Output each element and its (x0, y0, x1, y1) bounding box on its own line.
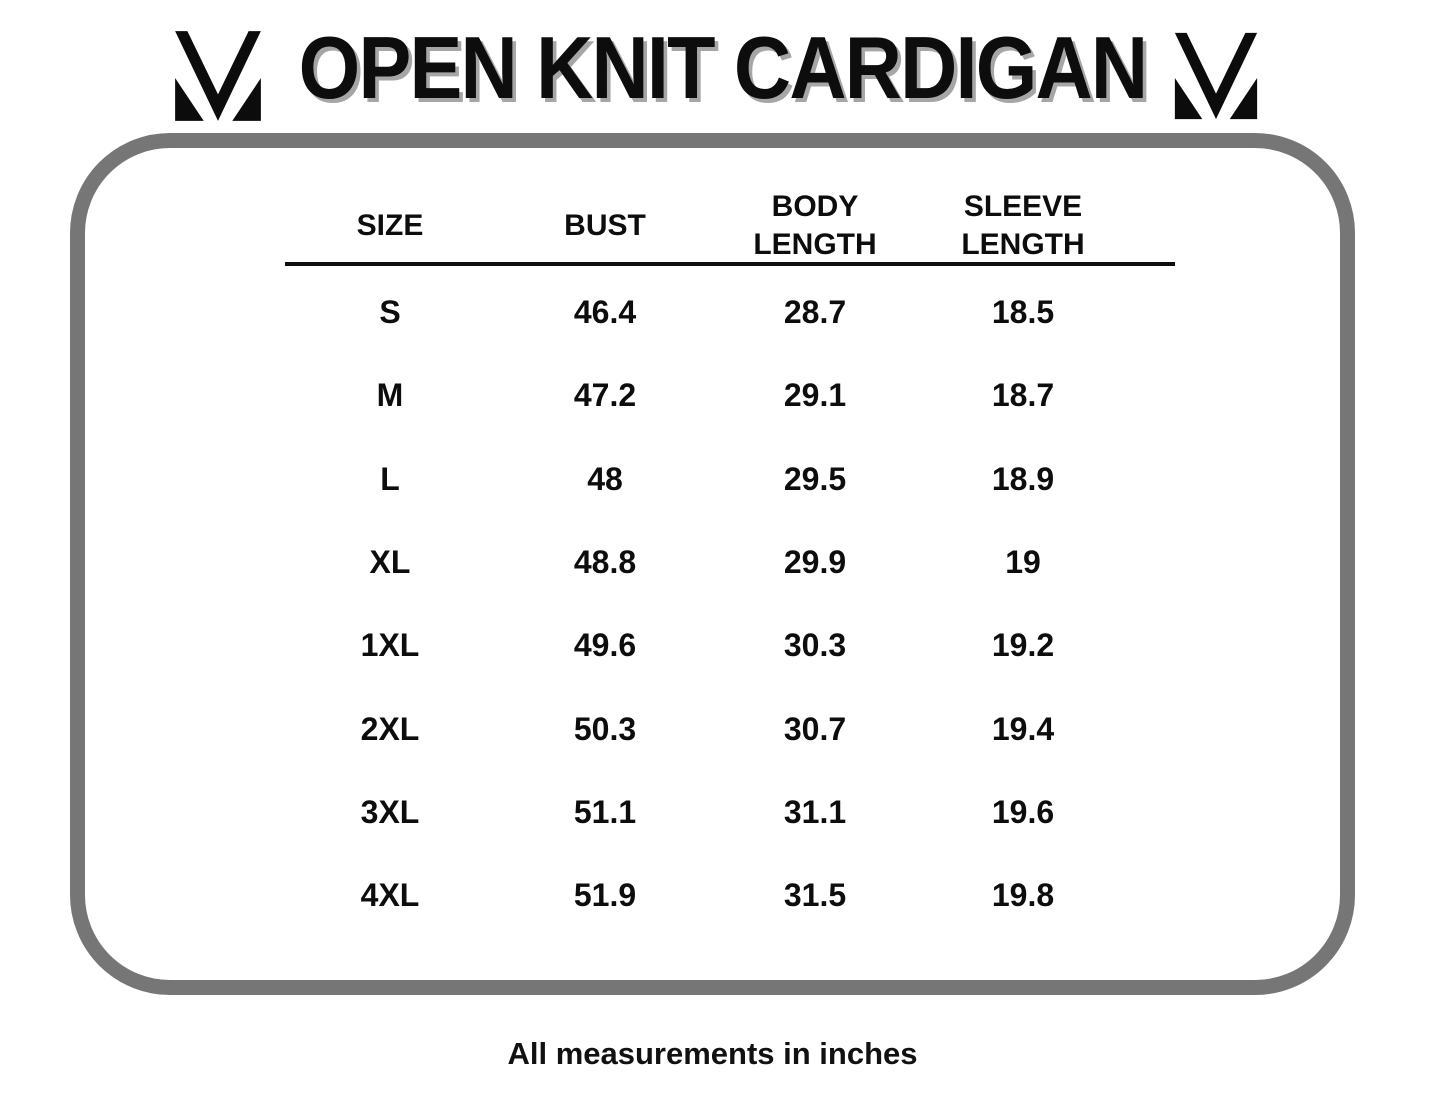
table-row (285, 354, 1131, 437)
measurement-cell: 31.5 (783, 877, 847, 914)
page-title: OPEN KNIT CARDIGAN (298, 18, 1147, 117)
column-header-body-length (715, 188, 915, 264)
measurement-cell: 30.3 (783, 627, 847, 664)
measurement-cell: 18.7 (991, 377, 1055, 414)
table-row (285, 687, 1131, 770)
brand-m-monogram-icon (1164, 29, 1268, 123)
column-header-size (285, 207, 495, 245)
column-header-bust-label: BUST (564, 209, 646, 242)
measurement-cell: 46.4 (573, 294, 637, 331)
column-header-sleeve-length (915, 188, 1131, 264)
table-header-row (285, 188, 1131, 264)
table-body (285, 271, 1131, 937)
measurement-cell: 28.7 (783, 294, 847, 331)
measurement-cell: 49.6 (573, 627, 637, 664)
size-cell: 1XL (360, 627, 420, 664)
measurement-cell: 29.9 (783, 544, 847, 581)
table-row (285, 771, 1131, 854)
measurement-cell: 31.1 (783, 793, 847, 830)
column-header-body-length-label: BODY LENGTH (753, 190, 877, 261)
column-header-size-label: SIZE (356, 209, 424, 242)
units-note: All measurements in inches (507, 1036, 918, 1071)
measurement-cell: 50.3 (573, 710, 637, 747)
table-row (285, 521, 1131, 604)
column-header-sleeve-length-label: SLEEVE LENGTH (961, 190, 1085, 261)
measurement-cell: 19 (1005, 544, 1041, 581)
table-row (285, 438, 1131, 521)
size-cell: M (376, 377, 404, 414)
table-row (285, 271, 1131, 354)
column-header-bust (495, 207, 715, 245)
measurement-cell: 18.5 (991, 294, 1055, 331)
measurement-cell: 51.1 (573, 793, 637, 830)
measurement-cell: 47.2 (573, 377, 637, 414)
size-chart-frame (70, 133, 1355, 995)
size-cell: L (380, 460, 400, 497)
table-row (285, 854, 1131, 937)
table-row (285, 604, 1131, 687)
measurement-cell: 19.4 (991, 710, 1055, 747)
measurement-cell: 29.1 (783, 377, 847, 414)
measurement-cell: 48 (587, 460, 623, 497)
measurement-cell: 30.7 (783, 710, 847, 747)
size-cell: S (379, 294, 401, 331)
size-cell: 3XL (360, 793, 420, 830)
measurement-cell: 18.9 (991, 460, 1055, 497)
measurement-cell: 19.6 (991, 793, 1055, 830)
measurement-cell: 19.2 (991, 627, 1055, 664)
masthead (0, 0, 1445, 135)
measurement-cell: 48.8 (573, 544, 637, 581)
measurement-cell: 19.8 (991, 877, 1055, 914)
measurement-cell: 51.9 (573, 877, 637, 914)
size-cell: XL (369, 544, 411, 581)
size-cell: 2XL (360, 710, 420, 747)
measurement-cell: 29.5 (783, 460, 847, 497)
header-divider-line (285, 262, 1175, 266)
size-cell: 4XL (360, 877, 420, 914)
